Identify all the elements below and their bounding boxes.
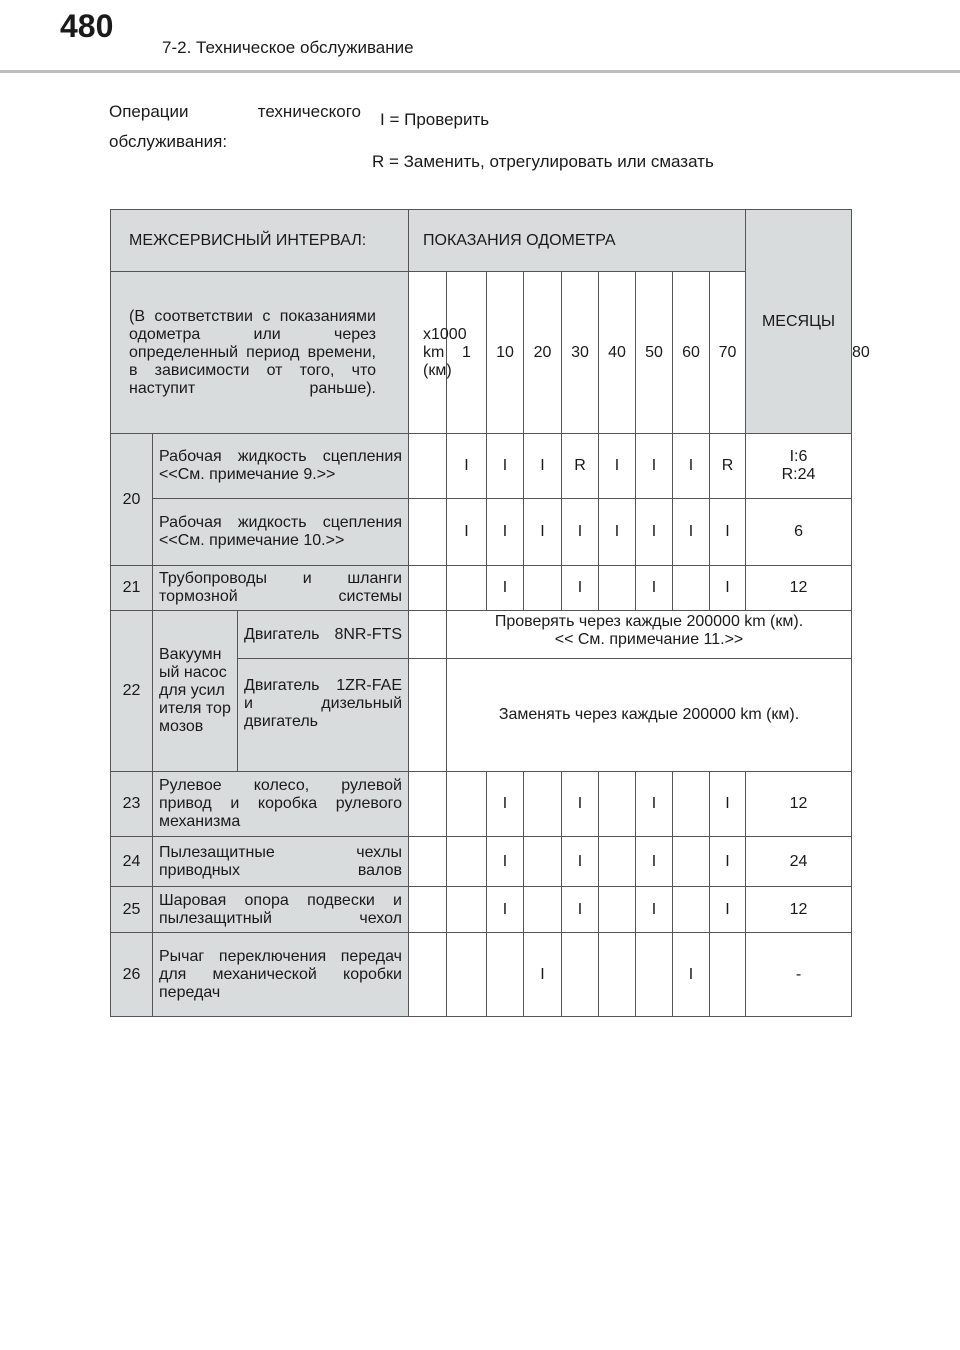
table-row [111, 611, 852, 659]
mark-cell [409, 887, 447, 933]
odometer-label: ПОКАЗАНИЯ ОДОМЕТРА [409, 210, 746, 272]
mark-cell: I [524, 499, 562, 566]
mark-cell: I [447, 499, 487, 566]
row-number: 21 [111, 566, 153, 611]
row-item: Шаровая опора подвески и пылезащитный чехол [153, 887, 409, 933]
mark-cell: I [710, 499, 746, 566]
mark-cell: I [673, 499, 710, 566]
row-item: Рычаг переключения передач для механической коробки передач [153, 933, 409, 1017]
months-cell: 12 [746, 566, 852, 611]
row-number: 26 [111, 933, 153, 1017]
odometer-value: 50 [636, 272, 673, 434]
months-cell: - [746, 933, 852, 1017]
odometer-value: 70 [710, 272, 746, 434]
empty-cell [409, 659, 447, 772]
mark-cell: I [710, 566, 746, 611]
odometer-value: 40 [599, 272, 636, 434]
mark-cell: I [673, 434, 710, 499]
legend-title [109, 97, 361, 157]
mark-cell [524, 772, 562, 837]
mark-cell: I [562, 837, 599, 887]
mark-cell [599, 933, 636, 1017]
mark-cell: I [710, 887, 746, 933]
table-row [111, 933, 852, 1017]
mark-cell: I [599, 434, 636, 499]
mark-cell [673, 566, 710, 611]
mark-cell [409, 772, 447, 837]
interval-note: (В соответствии с показаниями одометра или через определенный период времени, в зависимости от того, что наступит раньше). [111, 272, 409, 434]
replace-note: Заменять через каждые 200000 km (км). [447, 659, 852, 772]
mark-cell: I [487, 772, 524, 837]
mark-cell [447, 566, 487, 611]
mark-cell: I [562, 772, 599, 837]
table-row [111, 772, 852, 837]
mark-cell: I [636, 434, 673, 499]
mark-cell [524, 837, 562, 887]
months-cell: I:6 R:24 [746, 434, 852, 499]
mark-cell [447, 772, 487, 837]
mark-cell [409, 566, 447, 611]
months-cell: 12 [746, 772, 852, 837]
legend-replace: R = Заменить, отрегулировать или смазать [372, 152, 714, 171]
table-row [111, 837, 852, 887]
page-number: 480 [60, 8, 114, 44]
mark-cell: I [487, 887, 524, 933]
mark-cell [524, 887, 562, 933]
mark-cell: I [636, 499, 673, 566]
mark-cell: I [487, 434, 524, 499]
table-header-row-2: (В соответствии с показаниями одометра или через определенный период времени, в зависимости от того, что наступит раньше). x1000 km (км) 1 10 20 30 40 50 60 70 80 [111, 272, 852, 434]
row-item: Рабочая жидкость сцепления <<См. примечание 10.>> [153, 499, 409, 566]
mark-cell: I [487, 566, 524, 611]
mark-cell: I [562, 566, 599, 611]
interval-label: МЕЖСЕРВИСНЫЙ ИНТЕРВАЛ: [111, 210, 409, 272]
mark-cell [487, 933, 524, 1017]
mark-cell [599, 887, 636, 933]
mark-cell: I [487, 837, 524, 887]
odometer-value: 30 [562, 272, 599, 434]
mark-cell [409, 837, 447, 887]
row-number: 20 [111, 434, 153, 566]
section-title: 7-2. Техническое обслуживание [162, 38, 414, 57]
row-item: Рулевое колесо, рулевой привод и коробка рулевого механизма [153, 772, 409, 837]
mark-cell: I [562, 499, 599, 566]
empty-cell [409, 611, 447, 659]
header-rule [0, 70, 960, 73]
mark-cell [447, 933, 487, 1017]
mark-cell [409, 434, 447, 499]
inspect-note: Проверять через каждые 200000 km (км). << См. примечание 11.>> [447, 611, 852, 659]
mark-cell: I [710, 772, 746, 837]
mark-cell: I [447, 434, 487, 499]
mark-cell [447, 837, 487, 887]
mark-cell [409, 933, 447, 1017]
mark-cell [562, 933, 599, 1017]
legend-inspect: I = Проверить [380, 110, 490, 129]
row-item: Пылезащитные чехлы приводных валов [153, 837, 409, 887]
row-item: Трубопроводы и шланги тормозной системы [153, 566, 409, 611]
mark-cell [447, 887, 487, 933]
mark-cell: I [710, 837, 746, 887]
mark-cell: I [636, 772, 673, 837]
mark-cell: R [710, 434, 746, 499]
legend-title-line-2: обслуживания: [109, 132, 228, 151]
row-number: 22 [111, 611, 153, 772]
row-item: Вакуумный насос для усилителя тормозов [153, 611, 238, 772]
mark-cell [409, 499, 447, 566]
mark-cell: R [562, 434, 599, 499]
mark-cell: I [524, 933, 562, 1017]
page-header [0, 0, 960, 74]
legend-title-word-1: Операции [109, 102, 189, 121]
mark-cell: I [673, 933, 710, 1017]
months-cell: 6 [746, 499, 852, 566]
odometer-value: 60 [673, 272, 710, 434]
months-cell: 24 [746, 837, 852, 887]
legend-title-word-2: технического [257, 102, 361, 121]
mark-cell: I [636, 887, 673, 933]
mark-cell [599, 566, 636, 611]
odometer-value: 10 [487, 272, 524, 434]
mark-cell: I [599, 499, 636, 566]
mark-cell [673, 887, 710, 933]
mark-cell: I [487, 499, 524, 566]
mark-cell: I [636, 566, 673, 611]
engine-variant: Двигатель 1ZR-FAE и дизельный двигатель [238, 659, 409, 772]
months-cell: 12 [746, 887, 852, 933]
row-item: Рабочая жидкость сцепления <<См. примечание 9.>> [153, 434, 409, 499]
mark-cell [673, 772, 710, 837]
table-row [111, 499, 852, 566]
mark-cell [599, 772, 636, 837]
odometer-value: 1 [447, 272, 487, 434]
mark-cell [710, 933, 746, 1017]
mark-cell [524, 566, 562, 611]
mark-cell [636, 933, 673, 1017]
mark-cell: I [524, 434, 562, 499]
engine-variant: Двигатель 8NR-FTS [238, 611, 409, 659]
table-row [111, 434, 852, 499]
months-label: МЕСЯЦЫ [746, 210, 852, 434]
odometer-unit: x1000 km (км) [409, 272, 447, 434]
mark-cell [599, 837, 636, 887]
mark-cell: I [562, 887, 599, 933]
row-number: 25 [111, 887, 153, 933]
table-header-row [111, 210, 852, 272]
row-number: 24 [111, 837, 153, 887]
odometer-value: 20 [524, 272, 562, 434]
mark-cell [673, 837, 710, 887]
table-row [111, 887, 852, 933]
mark-cell: I [636, 837, 673, 887]
row-number: 23 [111, 772, 153, 837]
maintenance-table [110, 209, 870, 1017]
table-row [111, 566, 852, 611]
